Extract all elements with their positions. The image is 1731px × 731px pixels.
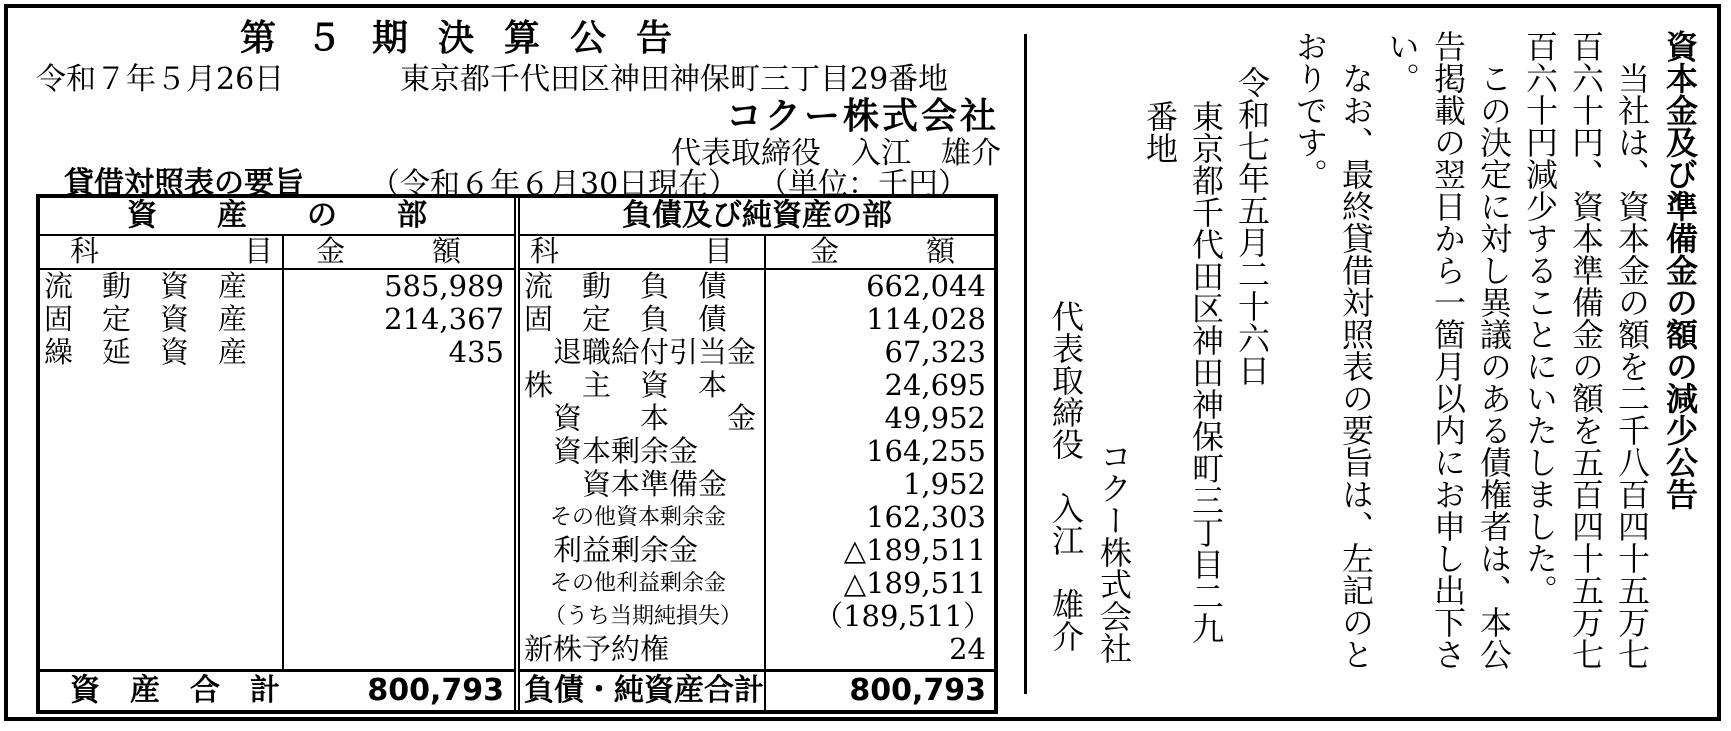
table-row [520,567,994,600]
notice-title: 資本金及び準備金の額の減少公告 [1661,30,1699,510]
liability-label: （うち当期純損失） [544,604,743,629]
liability-label: 株 主 資 本 [524,368,728,402]
liability-value: △189,511 [843,566,986,600]
representative: 代表取締役 入江 雄介 [671,136,1001,171]
asset-value: 435 [448,335,504,369]
table-row [40,270,514,303]
table-row [520,435,994,468]
asset-value: 214,367 [384,302,504,336]
notice-representative: 代表取締役 入江 雄介 [1047,300,1085,652]
notice-body-line: この決定に対し異議のある債権者は、本公 [1475,30,1513,670]
assets-total-label: 資 産 合 計 [70,673,280,708]
table-row [520,369,994,402]
asset-value: 585,989 [384,269,504,303]
assets-col-amount: 金 額 [316,234,462,268]
section-divider [1024,34,1027,694]
announcement-date: 令和７年５月26日 [36,62,285,97]
company-address: 東京都千代田区神田神保町三丁目29番地 [400,62,949,97]
assets-rows [40,270,514,369]
liabilities-total-value: 800,793 [849,673,986,708]
liability-label: 固 定 負 債 [524,302,728,336]
assets-total-value: 800,793 [367,673,504,708]
liability-label: 資本剰余金 [524,434,699,468]
liability-value: （189,511） [814,599,992,633]
table-row [520,468,994,501]
assets-section [40,198,514,710]
notice-date: 令和七年五月二十六日 [1233,66,1271,386]
table-row [520,600,994,633]
table-row [520,501,994,534]
notice-body-line: 百六十円、資本準備金の額を五百四十五万七 [1567,30,1605,670]
notice-body-line: なお、最終貸借対照表の要旨は、左記のと [1337,30,1375,670]
company-name: コクー株式会社 [725,96,999,137]
liability-value: 1,952 [902,467,986,501]
liabilities-col-item: 科 目 [530,234,734,268]
liability-value: 164,255 [866,434,986,468]
table-row [40,336,514,369]
assets-total-row [40,669,514,710]
notice-body-line: 告掲載の翌日から一箇月以内にお申し出下さ [1429,30,1467,670]
notice-body-line: 百六十円減少することにいたしました。 [1521,30,1559,606]
liabilities-total-label: 負債・純資産合計 [524,673,764,708]
table-row [520,402,994,435]
balance-sheet-title: 貸借対照表の要旨 [64,166,304,201]
page-title: 第５期決算公告 [240,18,703,59]
liability-label: 新株予約権 [524,632,670,666]
liability-label: 資本準備金 [524,467,728,501]
liabilities-column-headers [520,234,994,270]
liabilities-rows [520,270,994,666]
assets-col-item: 科 目 [70,234,274,268]
liability-label: 利益剰余金 [524,533,699,567]
liability-value: 24,695 [884,368,986,402]
balance-sheet-date: （令和６年６月30日現在） [370,167,739,202]
liability-label: その他資本剰余金 [550,505,727,530]
liability-label: 資 本 金 [524,401,757,435]
balance-sheet-table [36,194,998,714]
liabilities-total-row [520,669,994,710]
assets-column-headers [40,234,514,270]
notice-body-line: い。 [1383,30,1421,94]
liability-value: 662,044 [866,269,986,303]
liability-value: 67,323 [884,335,986,369]
table-row [520,336,994,369]
liability-label: 退職給付引当金 [524,335,757,369]
notice-company: コクー株式会社 [1095,440,1133,664]
liability-value: 114,028 [866,302,986,336]
notice-address-line1: 東京都千代田区神田神保町三丁目二九 [1187,100,1225,644]
assets-header: 資 産 の 部 [40,198,514,236]
liabilities-header: 負債及び純資産の部 [520,198,994,236]
table-row [520,534,994,567]
table-row [520,633,994,666]
liabilities-col-amount: 金 額 [810,234,956,268]
notice-body-line: 当社は、資本金の額を二千八百四十五万七 [1613,30,1651,670]
asset-label: 繰 延 資 産 [44,335,248,369]
liabilities-section [520,198,994,710]
notice-body-line: おりです。 [1291,30,1329,190]
asset-label: 固 定 資 産 [44,302,248,336]
balance-sheet-unit: （単位：千円） [758,167,968,202]
notice-address-line2: 番地 [1141,100,1179,164]
liability-value: 49,952 [884,401,986,435]
liability-label: その他利益剰余金 [550,571,727,596]
table-row [40,303,514,336]
asset-label: 流 動 資 産 [44,269,248,303]
liability-value: 24 [949,632,986,666]
table-row [520,270,994,303]
liability-label: 流 動 負 債 [524,269,728,303]
liability-value: △189,511 [843,533,986,567]
table-row [520,303,994,336]
liability-value: 162,303 [866,500,986,534]
